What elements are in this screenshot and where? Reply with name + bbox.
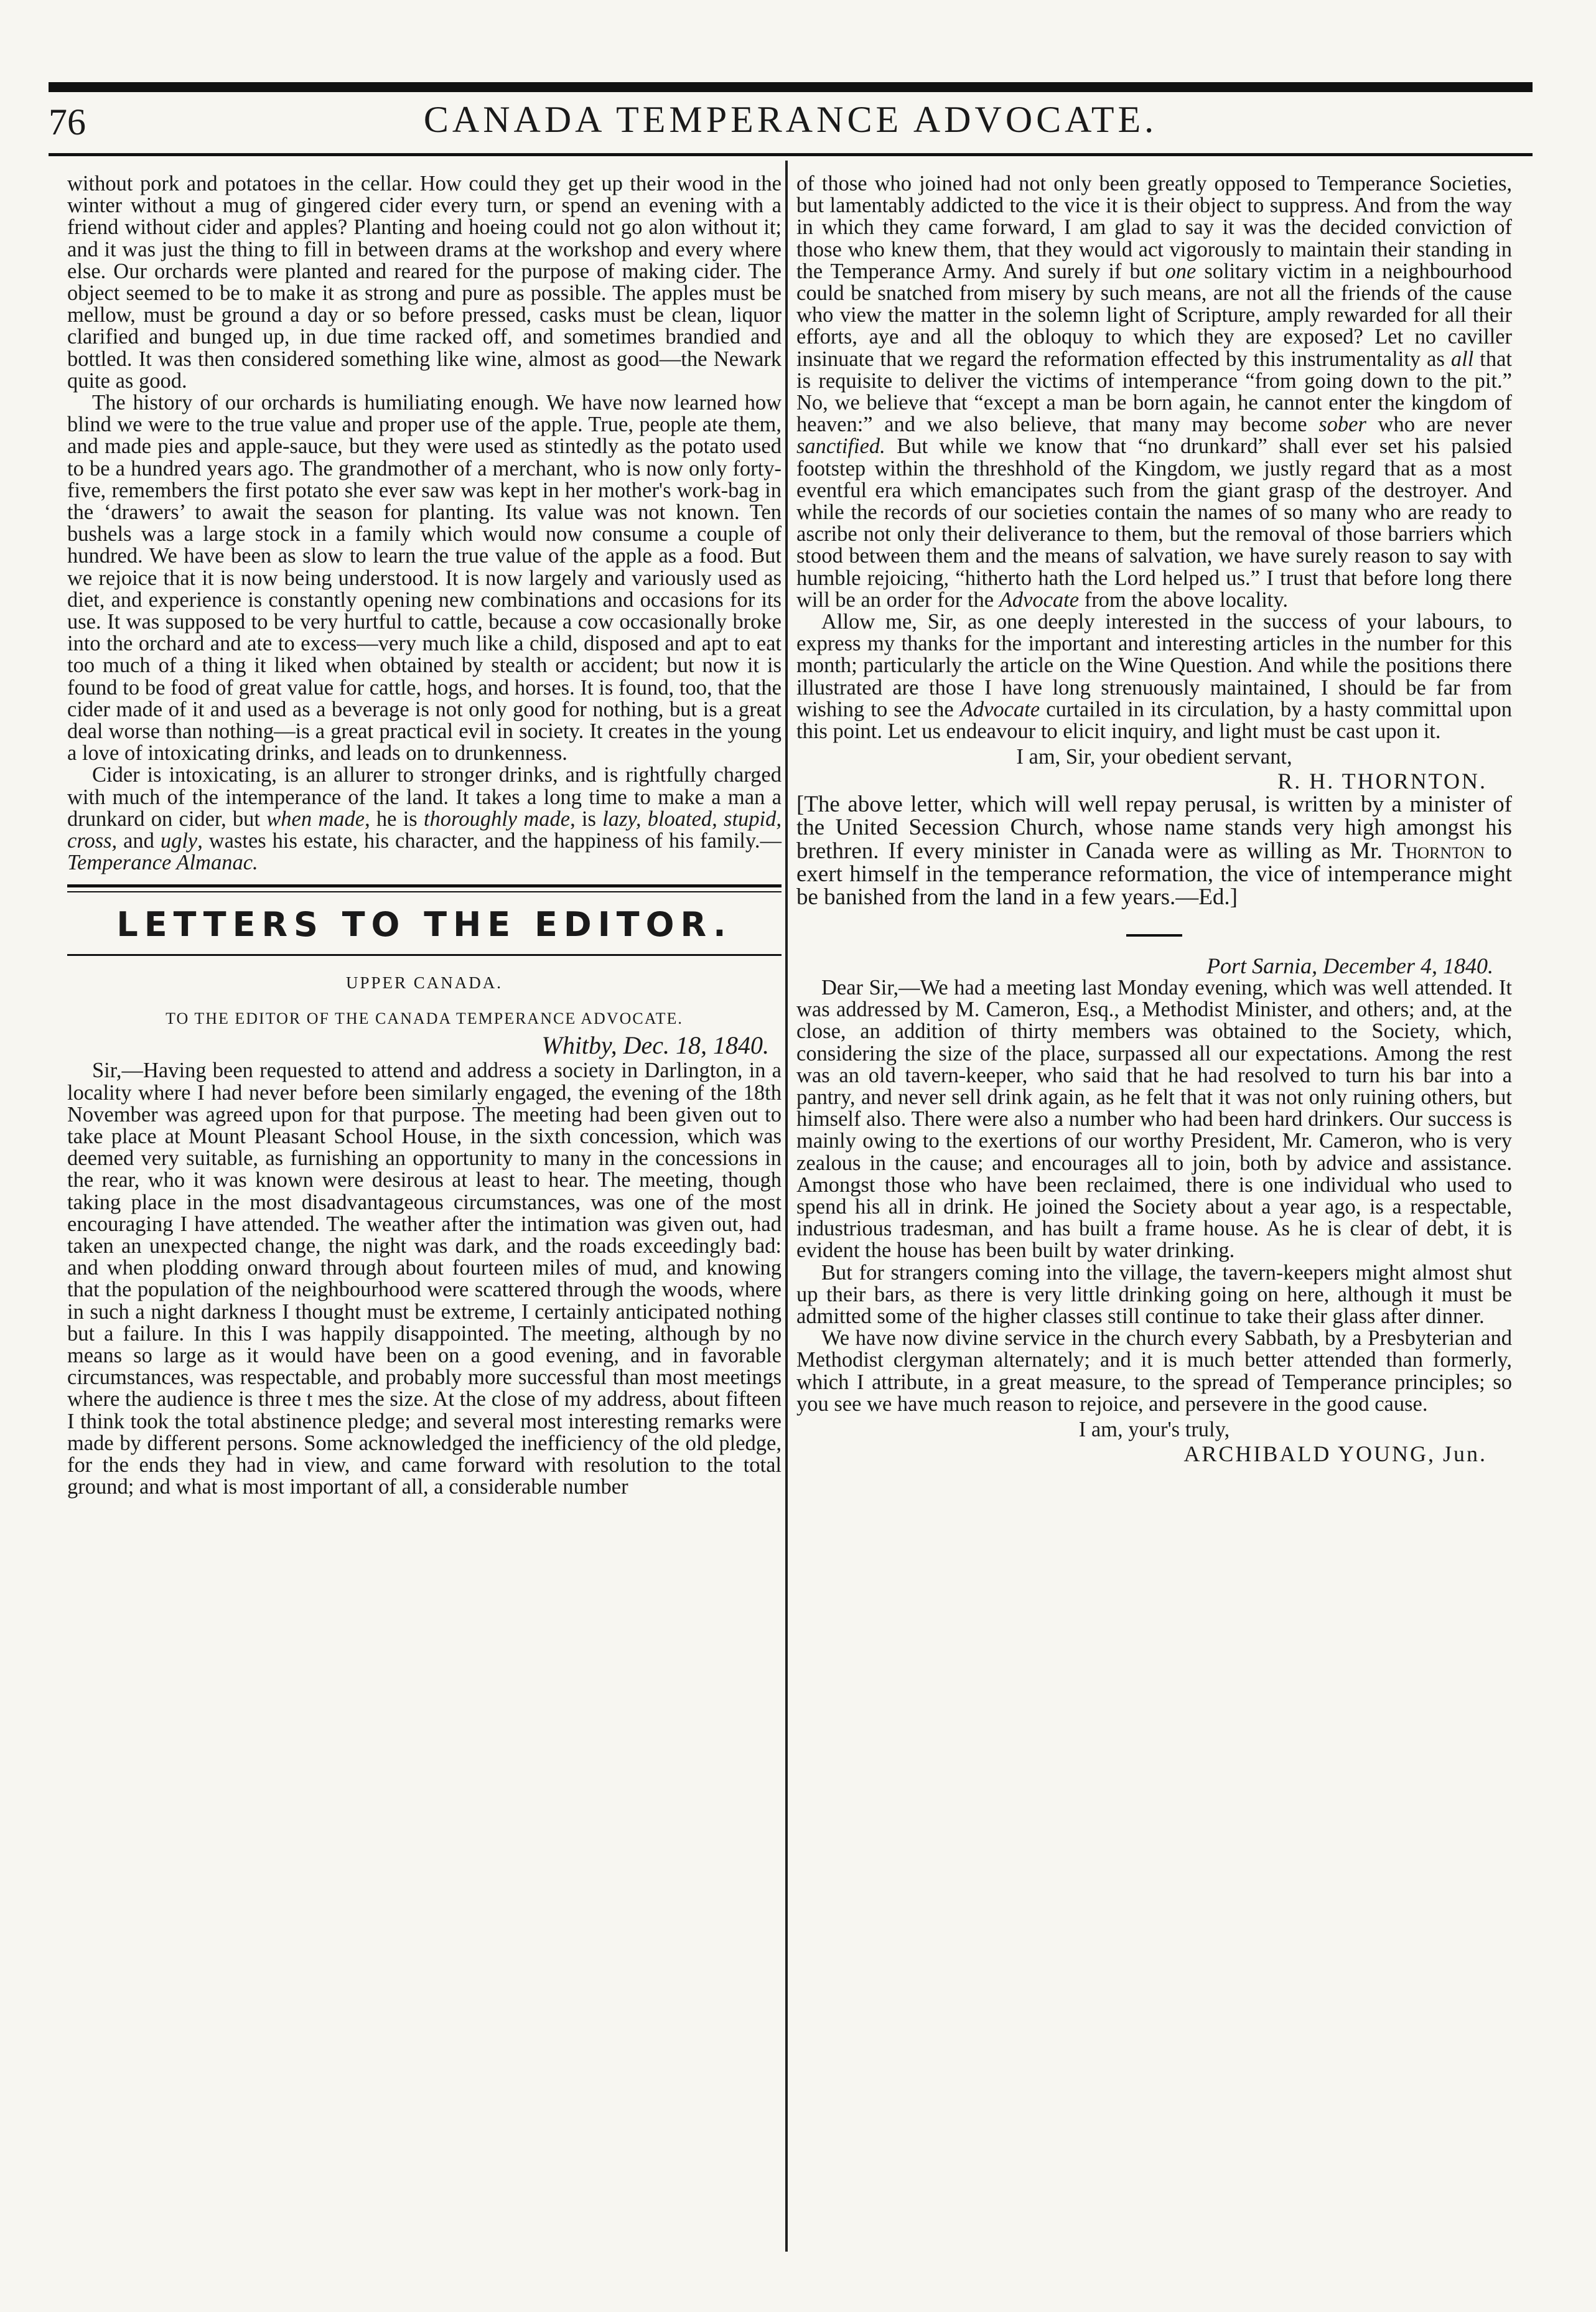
letter-signature: ARCHIBALD YOUNG, Jun. (1183, 1441, 1487, 1467)
letter-signature: R. H. THORNTON. (1277, 769, 1487, 794)
letter-address: TO THE EDITOR OF THE CANADA TEMPERANCE ADVOCATE. (166, 1009, 683, 1027)
letter-closing: I am, Sir, your obedient servant, (1016, 745, 1292, 769)
paragraph: of those who joined had not only been greatly opposed to Temperance Societies, but lamentably addicted to the vice it is their object to suppress. And from the way in which they came forward, I am glad to say it was the decided conviction of those who knew them, that they would act vigorously to maintain their standing in the Temperance Army. And surely if but one solitary victim in a neighbourhood could be snatched from misery by such means, are not all the friends of the cause who view the matter in the solemn light of Scripture, amply rewarded for all their efforts, aye and all the obloquy to which they are exposed? Let no caviller insinuate that we regard the reformation effected by this instrumentality as all that is requisite to deliver the victims of intemperance “from going down to the pit.” No, we believe that “except a man be born again, he cannot enter the kingdom of heaven:” and we also believe, that many may become sober who are never sanctified. But while we know that “no drunkard” shall ever set his palsied footstep within the threshhold of the Kingdom, we justly regard that as a most eventful era which emancipates such from the giant grasp of the destroyer. And while the records of our societies contain the names of so many who are ready to ascribe not only their deliverance to them, but the removal of those barriers which stood between them and the means of salvation, we have surely reason to say with humble rejoicing, “hitherto hath the Lord helped us.” I trust that before long there will be an order for the Advocate from the above locality. (796, 172, 1513, 612)
letter-body: Sir,—Having been requested to attend and address a society in Darlington, in a locality where I had never before been similarly engaged, the evening of the 18th November was agreed upon for that purpose. The meeting had been given out to take place at Mount Pleasant School House, in the sixth concession, which was deemed very suitable, as furnishing an opportunity to many in the concessions in the rear, who it was known were desirous at least to hear. The meeting, though taking place in the most disadvantageous circumstances, was one of the most encouraging I have attended. The weather after the intimation was given out, had taken an unexpected change, the night was dark, and the roads exceedingly bad: and when plodding onward through about fourteen miles of mud, and knowing that the population of the neighbourhood were scattered through the woods, where in such a night darkness I thought must be extreme, I certainly anticipated nothing but a failure. In this I was happily disappointed. The meeting, although by no means so large as it would have been on a good evening, and in favorable circumstances, was respectable, and probably more successful than most meetings where the audience is three t mes the size. At the close of my address, about fifteen I think took the total abstinence pledge; and several most interesting remarks were made by different persons. Some acknowledged the inefficiency of the old pledge, for the ends they had in view, and came forward with resolution to the total ground; and what is most important of all, a considerable number (67, 1059, 782, 1499)
running-title: CANADA TEMPERANCE ADVOCATE. (423, 99, 1158, 140)
paragraph: without pork and potatoes in the cellar. How could they get up their wood in the winter without a mug of gingered cider every turn, or spend an evening with a friend without cider and apples? Planting and hoeing could not go alon without it; and it was just the thing to fill in between drams at the workshop and every where else. Our orchards were planted and reared for the purpose of making cider. The object seemed to be to make it as strong and pure as possible. The apples must be mellow, must be ground a day or so before pressed, casks must be clean, liquor clarified and bunged up, in due time racked off, and sometimes brandied and bottled. It was then considered something like wine, almost as good—the Newark quite as good. (67, 172, 782, 393)
letter-body: We have now divine service in the church every Sabbath, by a Presbyterian and Methodist clergyman alternately; and it is much better attended than formerly, which I attribute, in a great measure, to the spread of Temperance principles; so you see we have much reason to rejoice, and persevere in the good cause. (796, 1326, 1512, 1416)
section-heading: LETTERS TO THE EDITOR. (116, 904, 732, 944)
letter-body: But for strangers coming into the village, the tavern-keepers might almost shut up their bars, as there is very little drinking going on here, although it must be admitted some of the higher classes still continue to take their glass after dinner. (796, 1260, 1512, 1328)
letter-closing: I am, your's truly, (1078, 1417, 1230, 1441)
heading-rule (67, 954, 782, 956)
short-rule (1126, 934, 1182, 937)
top-rule (49, 82, 1533, 92)
cider-paragraph: Cider is intoxicating, is an allurer to stronger drinks, and is rightfully charged with much of the intemperance of the land. It takes a long time to make a man a drunkard on cider, but when made, he is thoroughly made, is lazy, bloated, stupid, cross, and ugly, wastes his estate, his character, and the happiness of his family.—Temperance Almanac. (67, 763, 782, 875)
left-column (67, 173, 782, 1498)
page-number: 76 (49, 101, 86, 143)
paragraph: The history of our orchards is humiliating enough. We have now learned how blind we were to the true value and proper use of the apple. True, people ate them, and made pies and apple-sauce, but they were used as stintedly as the potato used to be a hundred years ago. The grandmother of a merchant, who is now only forty-five, remembers the first potato she ever saw was kept in her mother's work-bag in the ‘drawers’ to await the season for planting. Its value was not known. Ten bushels was a large stock in a family which would now consume a couple of hundred. We have been as slow to learn the true value of the apple as a food. But we rejoice that it is now being understood. It is now largely and variously used as diet, and experience is constantly opening new combinations and occasions for its use. It was supposed to be very hurtful to cattle, because a cow occasionally broke into the orchard and ate to excess—very much like a child, disposed and apt to eat too much of a thing it liked when obtained by stealth or accident; but now it is found to be food of great value for cattle, hogs, and horses. It is found, too, that the cider made of it and used as a beverage is not only good for nothing, but is a great deal worse than nothing—is a great practical evil in society. It creates in the young a love of intoxicating drinks, and leads on to drunkenness. (67, 391, 782, 765)
section-rule (67, 884, 782, 892)
editor-note: [The above letter, which will well repay perusal, is written by a minister of the United Secession Church, whose name stands very high amongst his brethren. If every minister in Canada were as willing as Mr. Thornton to exert himself in the temperance reformation, the vice of intemperance might be banished from the land in a few years.—Ed.] (796, 791, 1512, 910)
letter-body: Dear Sir,—We had a meeting last Monday evening, which was well attended. It was addressed by M. Cameron, Esq., a Methodist Minister, and others; and, at the close, an addition of thirty members was obtained to the Society, which, considering the size of the place, surpassed all our expectations. Among the rest was an old tavern-keeper, who said that he had resolved to turn his bar into a pantry, and never sell drink again, as he felt that it was not only ruining others, but himself also. There were also a number who had been hard drinkers. Our success is mainly owing to the exertions of our worthy President, Mr. Cameron, who is very zealous in the cause; and encourages all to join, both by advice and assistance. Amongst those who have been reclaimed, there is one individual who used to spend his all in drink. He joined the Society about a year ago, is a respectable, industrious tradesman, and has built a frame house. As he is clear of debt, it is evident the house has been built by water drinking. (796, 975, 1512, 1263)
column-divider (785, 161, 788, 2252)
page-header (49, 98, 1533, 149)
paragraph: Allow me, Sir, as one deeply interested in the success of your labours, to express my thanks for the important and interesting articles in the number for this month; particularly the article on the Wine Question. And while the positions there illustrated are those I have long strenuously maintained, I should be far from wishing to see the Advocate curtailed in its circulation, by a hasty committal upon this point. Let us endeavour to elicit inquiry, and light must be cast upon it. (796, 610, 1513, 744)
letter-region: UPPER CANADA. (345, 973, 503, 992)
letter-dateline: Whitby, Dec. 18, 1840. (541, 1031, 769, 1060)
header-rule (49, 153, 1533, 156)
letter-dateline: Port Sarnia, December 4, 1840. (1206, 953, 1493, 978)
right-column (796, 173, 1512, 1465)
